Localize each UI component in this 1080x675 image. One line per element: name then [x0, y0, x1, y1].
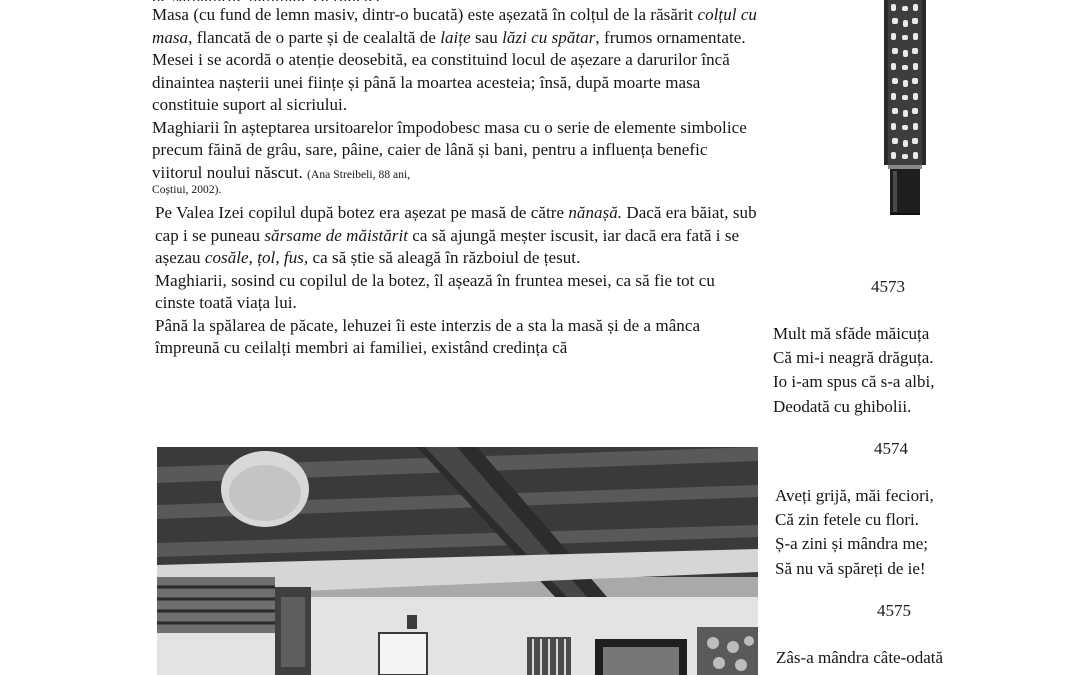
carved-ornament-illustration	[880, 0, 930, 218]
paragraph-baptism-return: Maghiarii, sosind cu copilul de la botez, îl așează în fruntea mesei, ca să fie tot cu cinste toată viața lui.	[155, 270, 715, 312]
main-text-column	[152, 4, 758, 360]
poem-line: Io i-am spus că s-a albi,	[773, 372, 935, 392]
poem-4574	[775, 484, 934, 581]
paragraph-table-attention: Mesei i se acordă o atenție deosebită, ea constituind locul de așezare a darurilor încă dinaintea nașterii unei ființe și până la moartea acesteia; însă, după moarte masa constituie suport al sicriului.	[152, 50, 730, 114]
poem-line: Zâs-a mândra câte-odată	[776, 648, 944, 667]
paragraph-new-mother: Până la spălarea de păcate, lehuzei îi este interzis de a sta la masă și de a mânca împreună cu ceilalți membri ai familiei, existând credința că	[155, 315, 701, 357]
poem-number-4575: 4575	[877, 601, 911, 620]
paragraph-table-placement: Masa (cu fund de lemn masiv, dintr-o bucată) este așezată în colțul de la răsărit colțul cu masa, flancată de o parte și de cealaltă de laițe sau lăzi cu spătar, frumos ornamentate.	[152, 5, 757, 47]
source-citation: (Ana Streibeli, 88 ani,	[307, 168, 411, 181]
source-citation-continued: Coștiui, 2002).	[152, 184, 222, 196]
poem-line: Să nu vă spăreți de ie!	[775, 558, 926, 578]
poem-number-4573: 4573	[871, 277, 905, 296]
paragraph-hungarian-custom: Maghiarii în așteptarea ursitoarelor împodobesc masa cu o serie de elemente simbolice precum făină de grâu, sare, pâine, caier de lână și bani, pentru a influența benefic viitorul noului născut. (Ana Streibeli, 88 ani,	[152, 117, 747, 182]
ornament-drawing	[880, 0, 930, 218]
poem-line: Deodată cu ghibolii.	[773, 396, 912, 416]
paragraph-valea-izei: Pe Valea Izei copilul după botez era așezat pe masă de către nănașă. Dacă era băiat, sub cap i se puneau sărsame de măistărit ca să ajungă meșter iscusit, iar dacă era fată i se așezau cosăle, țol, fus, ca să știe să aleagă în războiul de țesut.	[155, 203, 757, 267]
poem-line: Că zin fetele cu flori.	[775, 510, 919, 530]
poem-line: Ș-a zini și mândra me;	[775, 534, 928, 554]
poem-number-4574: 4574	[874, 439, 908, 458]
poem-line: Mult mă sfăde măicuța	[773, 324, 930, 343]
clipped-top-line	[152, 0, 752, 1]
traditional-room-interior-photo	[157, 447, 758, 675]
room-photo-drawing	[157, 447, 758, 675]
poem-4575	[776, 646, 943, 670]
poem-line: Aveți grijă, măi feciori,	[775, 486, 934, 505]
poem-4573	[773, 322, 934, 419]
poem-line: Că mi-i neagră drăguța.	[773, 348, 934, 368]
